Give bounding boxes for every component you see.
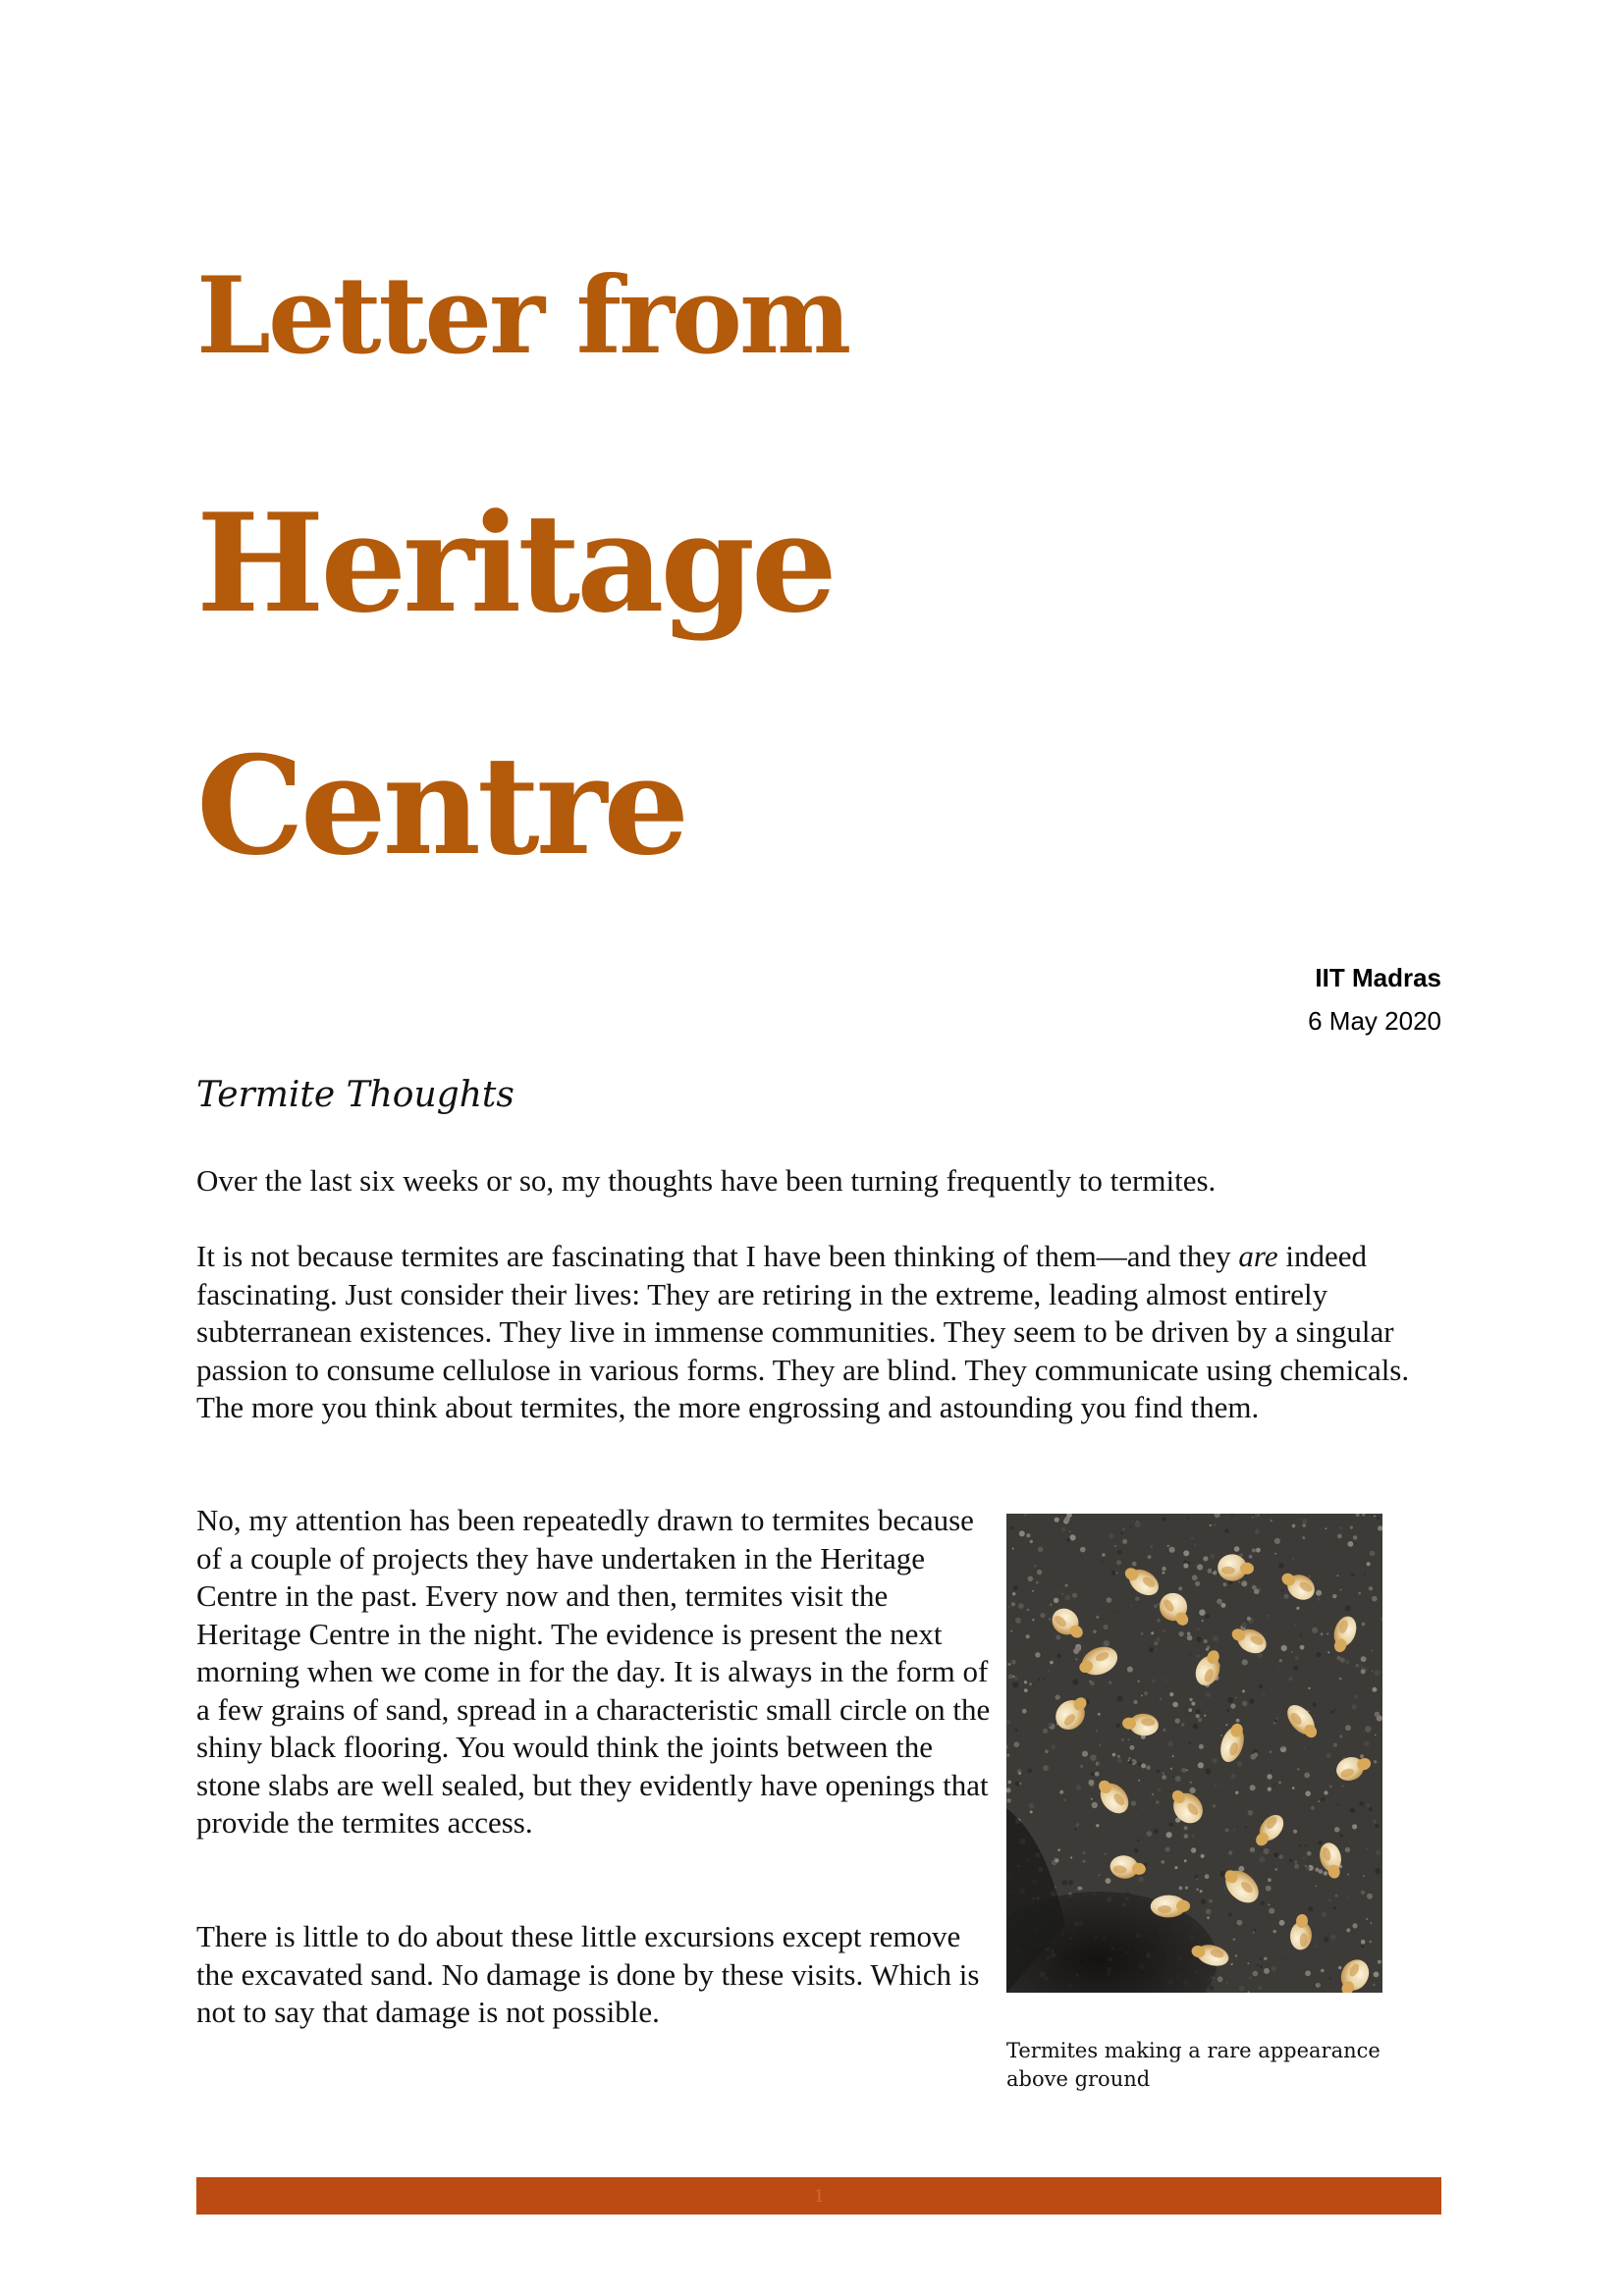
footer-bar xyxy=(196,2177,1441,2215)
title-line-2: Heritage xyxy=(196,483,834,643)
paragraph-2-text-a: It is not because termites are fascinating that I have been thinking of them—and they xyxy=(196,1239,1239,1273)
title-line-1: Letter from xyxy=(196,254,849,378)
letter-date: 6 May 2020 xyxy=(1308,1006,1441,1036)
figure-caption: Termites making a rare appearance above ground xyxy=(1006,2039,1380,2091)
title-line-3: Centre xyxy=(196,725,686,885)
organization: IIT Madras xyxy=(1315,963,1441,992)
paragraph-1: Over the last six weeks or so, my thoughts have been turning frequently to termites. xyxy=(196,1163,1217,1198)
article-heading: Termite Thoughts xyxy=(196,1075,514,1115)
termites-photo-image xyxy=(1006,1514,1382,1993)
termites-photo xyxy=(1006,1514,1382,1993)
paragraph-2 xyxy=(196,1238,1443,1427)
page-number: 1 xyxy=(814,2185,824,2207)
paragraph-2-text-b: indeed fascinating. Just consider their lives: They are retiring in the extreme, leading almost entirely subterranean existences. They live in immense communities. They seem to be driven by a singular passion to consume cellulose in various forms. They are blind. They communicate using chemicals. The more you think about termites, the more engrossing and astounding you find them. xyxy=(196,1239,1410,1424)
paragraph-3: No, my attention has been repeatedly drawn to termites because of a couple of projects they have undertaken in the Heritage Centre in the past. Every now and then, termites visit the Heritage Centre in the night. The evidence is present the next morning when we come in for the day. It is always in the form of a few grains of sand, spread in a characteristic small circle on the shiny black flooring. You would think the joints between the stone slabs are well sealed, but they evidently have openings that provide the termites access. xyxy=(196,1503,991,1840)
paragraph-2-emphasis: are xyxy=(1238,1239,1278,1273)
paragraph-4: There is little to do about these little excursions except remove the excavated sand. No damage is done by these visits. Which is not to say that damage is not possible. xyxy=(196,1919,980,2029)
